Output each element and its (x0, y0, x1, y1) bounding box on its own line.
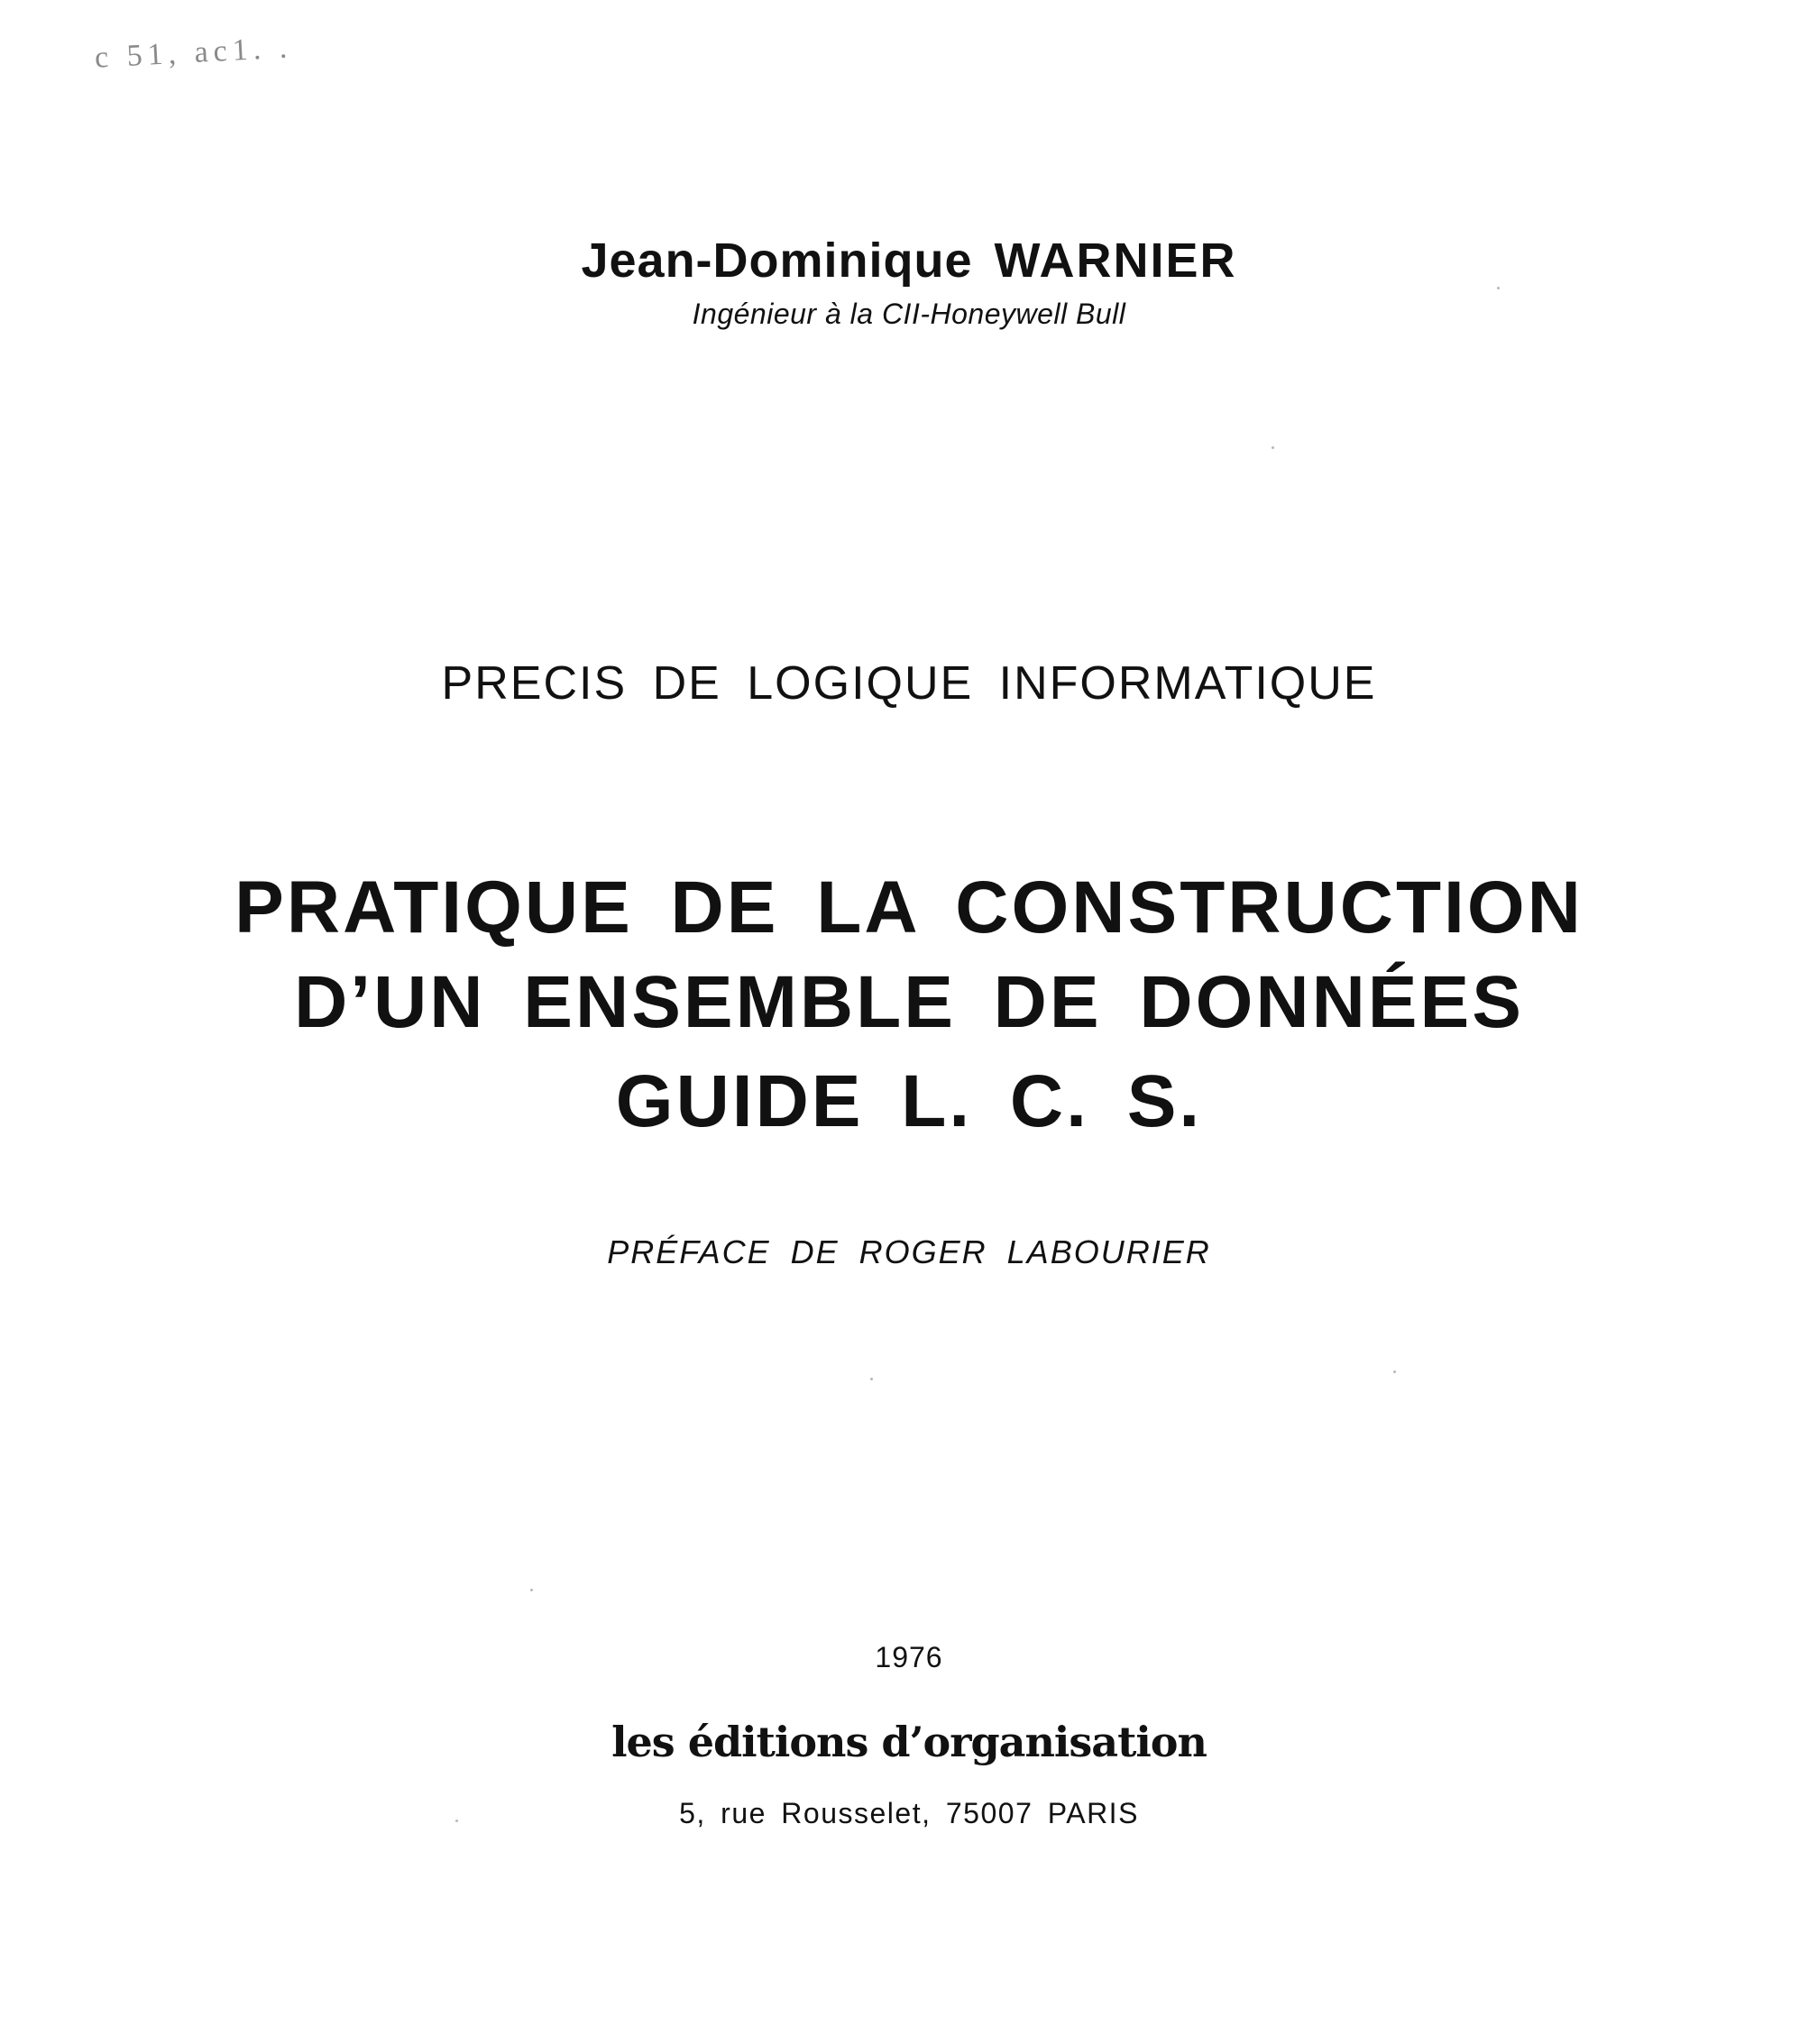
book-title-line-2: D’UN ENSEMBLE DE DONNÉES (294, 961, 1524, 1043)
preface-credit: PRÉFACE DE ROGER LABOURIER (607, 1233, 1211, 1270)
series-title: PRECIS DE LOGIQUE INFORMATIQUE (441, 657, 1377, 710)
book-title-line-3: GUIDE L. C. S. (615, 1060, 1203, 1142)
paper-speck (455, 1819, 458, 1822)
author-given-name: Jean-Dominique (581, 234, 973, 288)
paper-speck (870, 1378, 873, 1380)
publisher-address: 5, rue Rousselet, 75007 PARIS (679, 1797, 1139, 1829)
author-surname: WARNIER (994, 234, 1237, 288)
book-title-line-1: PRATIQUE DE LA CONSTRUCTION (234, 866, 1584, 949)
paper-speck (1497, 287, 1500, 289)
publisher-name: les éditions d’organisation (611, 1718, 1207, 1766)
paper-speck (1393, 1370, 1396, 1373)
publication-year: 1976 (875, 1641, 943, 1673)
handwritten-corner-note: c 51, ac1. . (94, 31, 294, 75)
paper-speck (530, 1589, 533, 1591)
author-affiliation: Ingénieur à la CII-Honeywell Bull (692, 298, 1126, 330)
paper-speck (1272, 446, 1274, 449)
author-name (0, 233, 1818, 289)
